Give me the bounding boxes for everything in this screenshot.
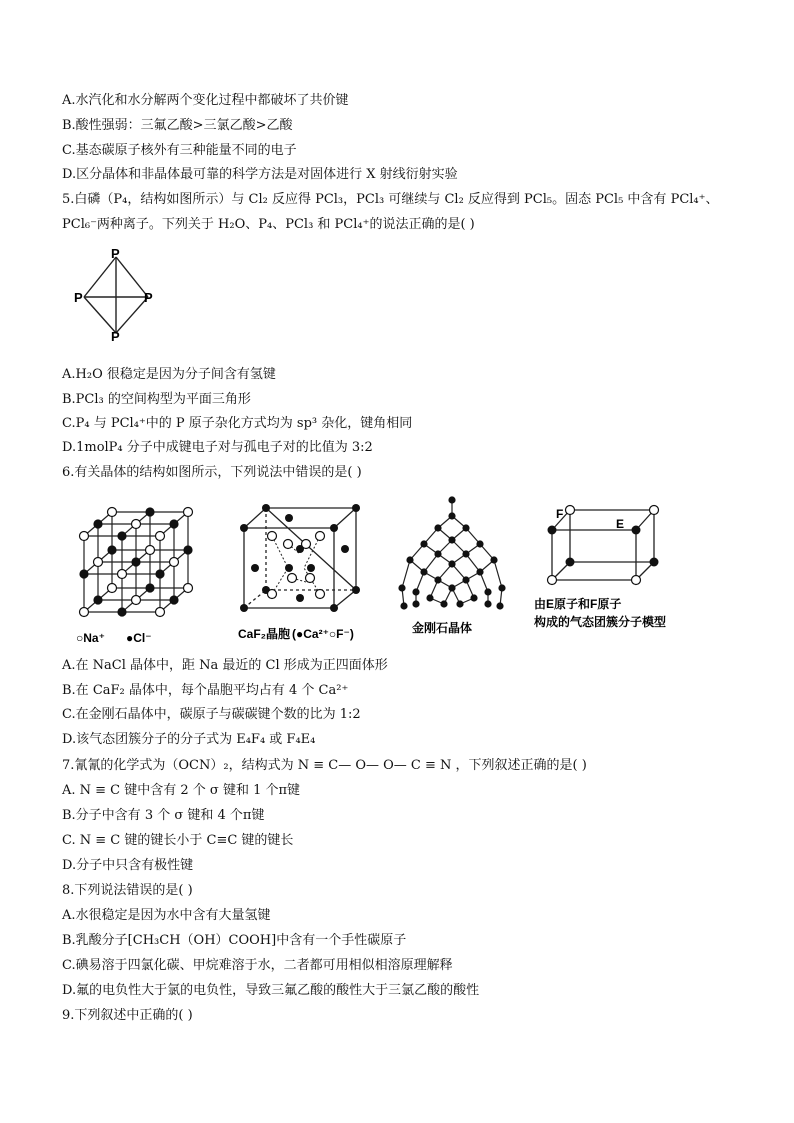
caf2-legend: (●Ca²⁺○F⁻) [292,627,354,641]
ca-ion-icon [307,564,315,572]
caf2-cell-figure [236,498,374,648]
p4-structure-figure [66,245,162,345]
carbon-atom-icon [412,588,419,595]
q7-stem: 7.氰氰的化学式为（OCN）₂，结构式为 N ≡ C— O— O— C ≡ N ，下列叙述正确的是( ) [62,758,587,773]
p-atom-label: P [74,290,83,305]
na-ion-icon [118,570,127,579]
carbon-atom-icon [426,594,433,601]
p-atom-label: P [111,329,120,344]
cl-ion-icon [170,596,178,604]
ca-ion-icon [262,504,270,512]
f-ion-icon [268,532,277,541]
ca-ion-icon [285,564,293,572]
q7-option-d: D.分子中只含有极性键 [62,858,194,873]
carbon-atom-icon [406,556,413,563]
cl-ion-icon [108,546,116,554]
q5-option-a: A.H₂O 很稳定是因为分子间含有氢键 [62,367,276,382]
q4-option-b: B.酸性强弱：三氟乙酸>三氯乙酸>乙酸 [62,118,293,133]
q6-option-d: D.该气态团簇分子的分子式为 E₄F₄ 或 F₄E₄ [62,732,316,747]
na-ion-icon [146,546,155,555]
f-atom-icon [566,506,575,515]
cl-ion-icon [170,520,178,528]
q8-stem: 8.下列说法错误的是( ) [62,883,193,898]
e-atom-icon [566,558,575,567]
f-ion-icon [268,590,277,599]
diamond-crystal-figure [392,492,512,648]
carbon-atom-icon [434,550,441,557]
cl-ion-icon [132,558,140,566]
nacl-legend-na: ○Na⁺ [76,631,105,645]
carbon-atom-icon [448,496,455,503]
ca-ion-icon [240,524,248,532]
f-ion-icon [288,574,297,583]
na-ion-icon [94,558,103,567]
carbon-atom-icon [456,600,463,607]
diamond-caption: 金刚石晶体 [412,621,473,635]
p-atom-label: P [111,246,120,261]
carbon-atom-icon [462,524,469,531]
carbon-atom-icon [496,602,503,609]
q6-option-c: C.在金刚石晶体中，碳原子与碳碳键个数的比为 1:2 [62,707,361,722]
carbon-atom-icon [434,576,441,583]
cluster-molecule-figure [530,498,730,648]
q4-option-a: A.水汽化和水分解两个变化过程中都破坏了共价键 [62,93,349,108]
na-ion-icon [156,532,165,541]
na-ion-icon [156,608,165,617]
q5-stem-line2: PCl₆⁻两种离子。下列关于 H₂O、P₄、PCl₃ 和 PCl₄⁺的说法正确的是( ) [62,217,475,232]
nacl-lattice-figure [70,498,200,648]
cl-ion-icon [80,570,88,578]
cluster-caption-1: 由E原子和F原子 [534,597,622,611]
carbon-atom-icon [484,588,491,595]
e-atom-icon [548,526,557,535]
carbon-atom-icon [412,600,419,607]
na-ion-icon [170,558,179,567]
q7-option-b: B.分子中含有 3 个 σ 键和 4 个π键 [62,808,265,823]
nacl-legend-cl: ●Cl⁻ [126,631,152,645]
f-ion-icon [316,532,325,541]
q5-option-b: B.PCl₃ 的空间构型为平面三角形 [62,392,251,407]
carbon-atom-icon [448,536,455,543]
ca-ion-icon [330,604,338,612]
e-atom-icon [632,526,641,535]
carbon-atom-icon [398,584,405,591]
ca-ion-icon [285,514,293,522]
q8-option-c: C.碘易溶于四氯化碳、甲烷难溶于水，二者都可用相似相溶原理解释 [62,958,453,973]
f-ion-icon [316,590,325,599]
carbon-atom-icon [434,524,441,531]
q4-option-d: D.区分晶体和非晶体最可靠的科学方法是对固体进行 X 射线衍射实验 [62,167,458,182]
cl-ion-icon [156,570,164,578]
ca-ion-icon [352,504,360,512]
caf2-caption: CaF₂晶胞 [238,627,291,641]
carbon-atom-icon [462,576,469,583]
carbon-atom-icon [476,568,483,575]
q9-stem: 9.下列叙述中正确的( ) [62,1008,193,1023]
q6-stem: 6.有关晶体的结构如图所示，下列说法中错误的是( ) [62,465,362,480]
q8-option-b: B.乳酸分子[CH₃CH（OH）COOH]中含有一个手性碳原子 [62,933,407,948]
cl-ion-icon [146,508,154,516]
q5-option-d: D.1molP₄ 分子中成键电子对与孤电子对的比值为 3:2 [62,440,373,455]
cluster-label-f: F [556,507,564,521]
ca-ion-icon [251,564,259,572]
f-atom-icon [548,576,557,585]
na-ion-icon [132,520,141,529]
cl-ion-icon [146,584,154,592]
na-ion-icon [132,596,141,605]
f-atom-icon [632,576,641,585]
na-ion-icon [184,584,193,593]
carbon-atom-icon [420,540,427,547]
carbon-atom-icon [498,584,505,591]
q7-option-c: C. N ≡ C 键的键长小于 C≡C 键的键长 [62,833,294,848]
carbon-atom-icon [448,584,455,591]
q6-option-a: A.在 NaCl 晶体中，距 Na 最近的 Cl 形成为正四面体形 [62,658,388,673]
carbon-atom-icon [490,556,497,563]
f-ion-icon [284,540,293,549]
f-ion-icon [302,540,311,549]
ca-ion-icon [341,545,349,553]
cl-ion-icon [94,520,102,528]
ca-ion-icon [240,604,248,612]
cl-ion-icon [118,608,126,616]
q6-option-b: B.在 CaF₂ 晶体中，每个晶胞平均占有 4 个 Ca²⁺ [62,683,349,698]
na-ion-icon [108,584,117,593]
q8-option-d: D.氟的电负性大于氯的电负性，导致三氟乙酸的酸性大于三氯乙酸的酸性 [62,983,480,998]
carbon-atom-icon [448,560,455,567]
carbon-atom-icon [448,512,455,519]
f-atom-icon [650,506,659,515]
q7-option-a: A. N ≡ C 键中含有 2 个 σ 键和 1 个π键 [62,783,301,798]
carbon-atom-icon [440,600,447,607]
q4-option-c: C.基态碳原子核外有三种能量不同的电子 [62,143,297,158]
carbon-atom-icon [462,550,469,557]
carbon-atom-icon [476,540,483,547]
carbon-atom-icon [484,600,491,607]
cluster-label-e: E [616,517,625,531]
na-ion-icon [80,608,89,617]
q8-option-a: A.水很稳定是因为水中含有大量氢键 [62,908,271,923]
ca-ion-icon [330,524,338,532]
f-ion-icon [306,574,315,583]
na-ion-icon [184,508,193,517]
cluster-caption-2: 构成的气态团簇分子模型 [534,615,667,629]
q5-option-c: C.P₄ 与 PCl₄⁺中的 P 原子杂化方式均为 sp³ 杂化，键角相同 [62,416,413,431]
carbon-atom-icon [400,602,407,609]
carbon-atom-icon [470,594,477,601]
ca-ion-icon [296,594,304,602]
carbon-atom-icon [420,568,427,575]
cl-ion-icon [118,532,126,540]
p-atom-label: P [144,290,153,305]
na-ion-icon [108,508,117,517]
ca-ion-icon [352,586,360,594]
e-atom-icon [650,558,659,567]
q5-stem-line1: 5.白磷（P₄，结构如图所示）与 Cl₂ 反应得 PCl₃，PCl₃ 可继续与 Cl₂ 反应得到 PCl₅。固态 PCl₅ 中含有 PCl₄⁺、 [62,192,719,207]
cl-ion-icon [94,596,102,604]
cl-ion-icon [184,546,192,554]
na-ion-icon [80,532,89,541]
